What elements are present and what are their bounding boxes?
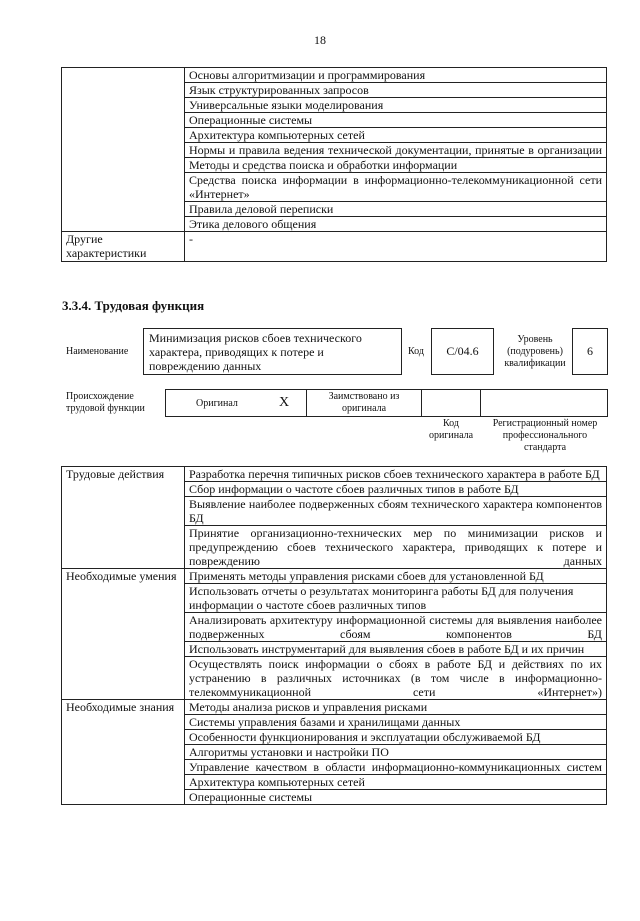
origin-label: Происхождение трудовой функции [66, 391, 145, 414]
original-box [165, 389, 307, 417]
section-heading: 3.3.4. Трудовая функция [62, 298, 205, 313]
function-details-table [61, 466, 607, 805]
function-name-box: Минимизация рисков сбоев технического характера, приводящих к потере и повреждению данных [143, 328, 402, 375]
table-row [62, 467, 607, 482]
table-cell: Анализировать архитектуру информационной системы для выявления наиболее подверженных сбоям компонентов БД [185, 613, 607, 642]
table-cell: Операционные системы [185, 790, 607, 805]
table-row [62, 232, 607, 262]
borrowed-box: Заимствовано из оригинала [306, 389, 422, 417]
table-cell: Методы и средства поиска и обработки информации [185, 158, 607, 173]
table-cell: - [185, 232, 607, 262]
level-label: Уровень (подуровень) квалификации [504, 334, 566, 369]
code-label: Код [408, 346, 424, 357]
table-cell: Средства поиска информации в информационно-телекоммуникационной сети «Интернет» [185, 173, 607, 202]
code-box: C/04.6 [431, 328, 494, 375]
table-cell: Применять методы управления рисками сбоев для установленной БД [185, 569, 607, 584]
row-label-skills: Необходимые умения [62, 569, 185, 700]
original-mark: X [279, 395, 290, 410]
table-cell: Принятие организационно-технических мер по минимизации рисков и предупреждению сбоев технического характера, приводящих к потере и повреждению данных [185, 526, 607, 569]
row-label-knowledge: Необходимые знания [62, 700, 185, 805]
table-cell: Выявление наиболее подверженных сбоям технического характера компонентов БД [185, 497, 607, 526]
original-code-box [421, 389, 481, 417]
table-cell: Методы анализа рисков и управления рисками [185, 700, 607, 715]
table-cell: Особенности функционирования и эксплуатации обслуживаемой БД [185, 730, 607, 745]
table-cell: Использовать инструментарий для выявления сбоев в работе БД и их причин [185, 642, 607, 657]
reg-number-box [480, 389, 608, 417]
table-row [62, 569, 607, 584]
original-label: Оригинал [196, 398, 238, 409]
knowledge-table-continued [61, 67, 607, 262]
table-cell: Осуществлять поиск информации о сбоях в работе БД и действиях по их устранению в различных источниках (в том числе в информационно-телекоммуникационной сети «Интернет») [185, 657, 607, 700]
table-cell: Разработка перечня типичных рисков сбоев технического характера в работе БД [185, 467, 607, 482]
table-cell: Правила деловой переписки [185, 202, 607, 217]
table-cell: Архитектура компьютерных сетей [185, 128, 607, 143]
table-cell: Использовать отчеты о результатах мониторинга работы БД для получения информации о частоте сбоев различных типов [185, 584, 607, 613]
row-label-other: Другие характеристики [62, 232, 185, 262]
table-cell: Операционные системы [185, 113, 607, 128]
table-cell: Универсальные языки моделирования [185, 98, 607, 113]
table-cell: Язык структурированных запросов [185, 83, 607, 98]
code-caption: Код оригинала [428, 418, 474, 441]
name-label: Наименование [66, 346, 129, 357]
table-cell: Управление качеством в области информационно-коммуникационных систем [185, 760, 607, 775]
table-cell: Системы управления базами и хранилищами данных [185, 715, 607, 730]
table-cell: Нормы и правила ведения технической документации, принятые в организации [185, 143, 607, 158]
table-cell: Основы алгоритмизации и программирования [185, 68, 607, 83]
row-label-actions: Трудовые действия [62, 467, 185, 569]
row-label-empty [62, 68, 185, 232]
table-cell: Этика делового общения [185, 217, 607, 232]
reg-caption: Регистрационный номер профессионального стандарта [492, 418, 598, 453]
level-box: 6 [572, 328, 608, 375]
table-row [62, 68, 607, 83]
table-row [62, 700, 607, 715]
table-cell: Сбор информации о частоте сбоев различных типов в работе БД [185, 482, 607, 497]
table-cell: Архитектура компьютерных сетей [185, 775, 607, 790]
page-number: 18 [314, 33, 326, 47]
table-cell: Алгоритмы установки и настройки ПО [185, 745, 607, 760]
